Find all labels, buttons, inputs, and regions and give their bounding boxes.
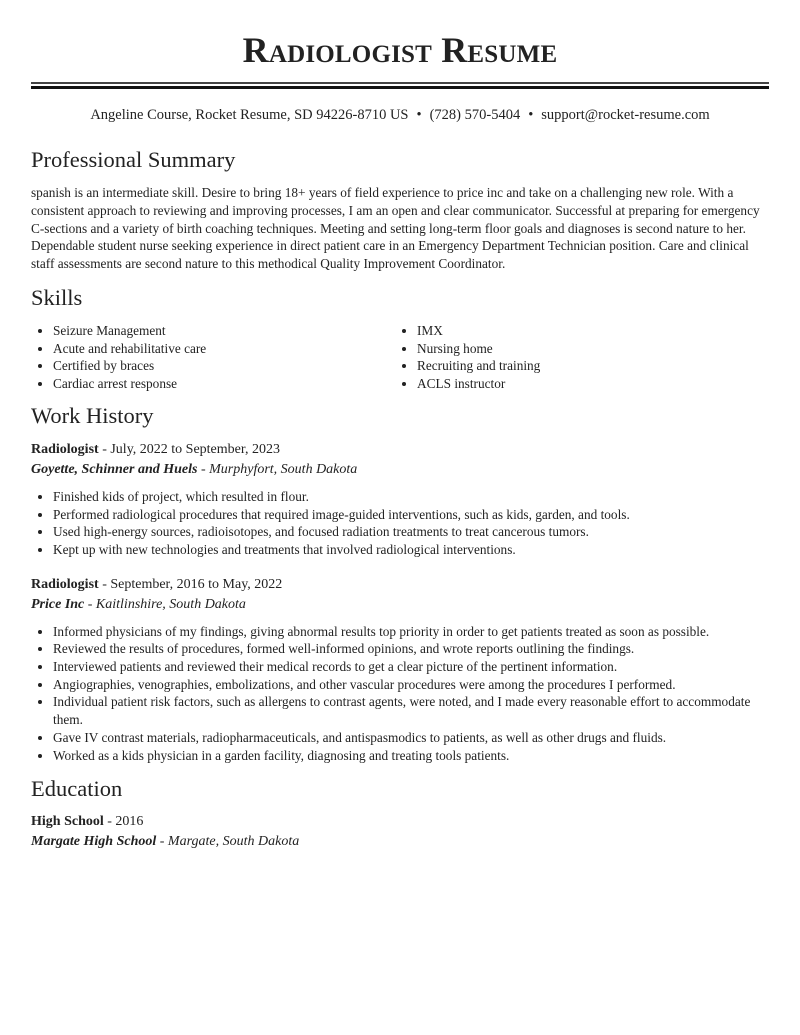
resume-title: Radiologist Resume — [242, 30, 558, 70]
skill-item: • IMX — [417, 322, 759, 340]
title-double-rule — [31, 82, 769, 89]
job-bullet: • Finished kids of project, which resulted in flour. — [53, 488, 769, 506]
contact-phone: (728) 570-5404 — [429, 107, 521, 123]
school-line — [31, 832, 769, 852]
education-entry — [31, 812, 769, 852]
skills-heading: Skills — [31, 284, 83, 310]
job-title-line — [31, 440, 769, 460]
skill-item: • Seizure Management — [53, 322, 395, 340]
job-company: Price Inc — [31, 596, 85, 612]
job-company-line — [31, 595, 769, 615]
job-entry — [31, 440, 769, 559]
job-dates: - July, 2022 to September, 2023 — [98, 441, 280, 457]
job-bullet: • Individual patient risk factors, such as allergens to contrast agents, were noted, and I made every reasonable effort to accommodate them. — [53, 693, 769, 728]
summary-heading: Professional Summary — [31, 147, 236, 172]
skills-column-left — [31, 322, 395, 393]
skills-list — [31, 322, 769, 393]
degree: High School — [31, 814, 104, 830]
job-bullet: • Reviewed the results of procedures, formed well-informed opinions, and wrote reports outlining the findings. — [53, 640, 769, 658]
education-heading: Education — [31, 776, 123, 802]
graduation-year: - 2016 — [103, 814, 144, 830]
job-bullets — [31, 623, 769, 765]
skill-item: • Acute and rehabilitative care — [53, 340, 395, 358]
school-location: - Margate, South Dakota — [156, 834, 300, 850]
job-location: - Murphyfort, South Dakota — [197, 461, 358, 477]
job-dates: - September, 2016 to May, 2022 — [98, 576, 283, 592]
degree-line — [31, 812, 769, 832]
skill-item: • Nursing home — [417, 340, 759, 358]
skill-item: • Certified by braces — [53, 357, 395, 375]
work-history-heading: Work History — [31, 402, 154, 428]
job-bullet: • Angiographies, venographies, embolizations, and other vascular procedures were among the procedures I performed. — [53, 676, 769, 694]
job-bullet: • Informed physicians of my findings, giving abnormal results top priority in order to get patients treated as soon as possible. — [53, 623, 769, 641]
job-title-line — [31, 575, 769, 595]
job-bullet: • Worked as a kids physician in a garden facility, diagnosing and treating tools patients. — [53, 747, 769, 765]
bullet-separator: • — [416, 107, 422, 123]
school-name: Margate High School — [31, 834, 157, 850]
skills-column-right — [395, 322, 759, 393]
job-bullets — [31, 488, 769, 559]
contact-line — [31, 105, 769, 125]
contact-address: Angeline Course, Rocket Resume, SD 94226-8710 US — [90, 107, 409, 123]
job-title: Radiologist — [31, 576, 99, 592]
job-company: Goyette, Schinner and Huels — [31, 461, 198, 477]
job-location: - Kaitlinshire, South Dakota — [84, 596, 246, 612]
bullet-separator: • — [528, 107, 534, 123]
job-bullet: • Interviewed patients and reviewed their medical records to get a clear picture of the pertinent information. — [53, 658, 769, 676]
summary-text: spanish is an intermediate skill. Desire to bring 18+ years of field experience to price inc and take on a challenging new role. With a consistent approach to reviewing and improving processes, I am an open and clear communicator. Successful at preparing for emergency C-sections and a variety of birth coaching techniques. Meeting and setting long-term floor goals and diagnoses is second nature to her. Dependable student nurse seeking experience in direct patient care in an Emergency Department Technician position. Care and clinical staff assessments are second nature to this methodical Quality Improvement Coordinator. — [31, 185, 760, 272]
job-company-line — [31, 460, 769, 480]
skill-item: • ACLS instructor — [417, 375, 759, 393]
job-bullet: • Used high-energy sources, radioisotopes, and focused radiation treatments to treat cancerous tumors. — [53, 523, 769, 541]
job-bullet: • Performed radiological procedures that required image-guided interventions, such as kids, garden, and tools. — [53, 506, 769, 524]
contact-email[interactable]: support@rocket-resume.com — [541, 107, 710, 123]
job-title: Radiologist — [31, 441, 99, 457]
skill-item: • Recruiting and training — [417, 357, 759, 375]
job-entry — [31, 575, 769, 765]
skill-item: • Cardiac arrest response — [53, 375, 395, 393]
job-bullet: • Kept up with new technologies and treatments that involved radiological interventions. — [53, 541, 769, 559]
job-bullet: • Gave IV contrast materials, radiopharmaceuticals, and antispasmodics to patients, as well as other drugs and fluids. — [53, 729, 769, 747]
